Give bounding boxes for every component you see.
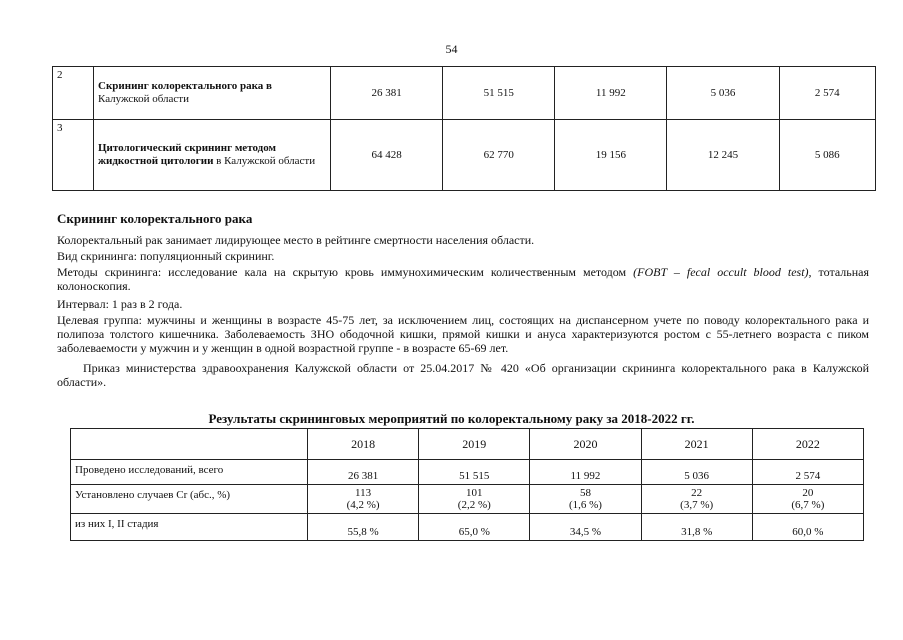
cell-value: 34,5 %: [530, 514, 641, 541]
header-empty-cell: [71, 429, 308, 460]
table-header-row: [71, 429, 864, 460]
row-label: из них I, II стадия: [71, 514, 308, 541]
year-header: 2019: [419, 429, 530, 460]
cell-value: 60,0 %: [752, 514, 863, 541]
table-row: [53, 120, 876, 191]
cell-value: 19 156: [555, 120, 667, 191]
cell-value: 2 574: [752, 460, 863, 485]
cell-percent: (1,6 %): [568, 499, 602, 511]
cell-abs: 20: [802, 487, 814, 499]
row-name-rest: Калужской области: [98, 93, 189, 105]
paragraph-screening-type: Вид скрининга: популяционный скрининг.: [57, 249, 275, 263]
paragraph-target-group: Целевая группа: мужчины и женщины в возрасте 45-75 лет, за исключением лиц, состоящих на диспансерном учете по поводу колоректального рака и полипоза толстого кишечника. Заболеваемость ЗНО ободочной кишки, прямой кишки и ануса характеризуются ростом с 55-летнего возраста с пиком заболеваемости у мужчин и у женщин в одной возрастной группе - в возрасте 65-69 лет.: [57, 313, 869, 355]
row-number: 2: [53, 67, 94, 120]
methods-text: Методы скрининга: исследование кала на скрытую кровь иммунохимическим количественным методом: [57, 265, 634, 279]
cell-percent: (3,7 %): [680, 499, 714, 511]
cell-abs: 101: [466, 487, 483, 499]
cell-value: 2 574: [779, 67, 875, 120]
row-name: [94, 120, 331, 191]
cell-value: 11 992: [555, 67, 667, 120]
cell-value: 5 086: [779, 120, 875, 191]
row-number: 3: [53, 120, 94, 191]
cell-percent: (4,2 %): [346, 499, 380, 511]
cell-value: [752, 485, 863, 514]
year-header: 2022: [752, 429, 863, 460]
cell-percent: (6,7 %): [791, 499, 825, 511]
row-label: Проведено исследований, всего: [71, 460, 308, 485]
cell-value: [419, 485, 530, 514]
cell-value: [530, 485, 641, 514]
cell-value: [641, 485, 752, 514]
cell-abs: 113: [355, 487, 372, 499]
paragraph-intro: Колоректальный рак занимает лидирующее место в рейтинге смертности населения области.: [57, 233, 535, 247]
year-header: 2021: [641, 429, 752, 460]
page-number: 54: [445, 42, 458, 56]
table-row: [71, 514, 864, 541]
row-name-bold: Скрининг колоректального рака в: [98, 80, 272, 92]
row-name-bold: Цитологический скрининг методом жидкостной цитологии: [98, 142, 276, 167]
cell-value: 62 770: [443, 120, 555, 191]
cell-value: 55,8 %: [308, 514, 419, 541]
cell-abs: 58: [579, 487, 591, 499]
cell-value: 5 036: [641, 460, 752, 485]
cell-value: 51 515: [443, 67, 555, 120]
row-label: Установлено случаев Cr (абс., %): [71, 485, 308, 514]
table-row: [71, 485, 864, 514]
methods-fobt: (FOBT – fecal occult blood test),: [633, 265, 812, 279]
cell-abs: 22: [691, 487, 703, 499]
results-table: [70, 428, 864, 541]
cell-value: 31,8 %: [641, 514, 752, 541]
cell-value: 64 428: [331, 120, 443, 191]
table-row: [53, 67, 876, 120]
cell-value: [308, 485, 419, 514]
year-header: 2020: [530, 429, 641, 460]
section-title: Скрининг колоректального рака: [57, 211, 253, 226]
paragraph-order: Приказ министерства здравоохранения Калужской области от 25.04.2017 № 420 «Об организации скрининга колоректального рака в Калужской области».: [57, 361, 869, 389]
row-name: [94, 67, 331, 120]
cell-value: 26 381: [331, 67, 443, 120]
results-table-title: Результаты скрининговых мероприятий по колоректальному раку за 2018-2022 гг.: [208, 411, 695, 426]
paragraph-interval: Интервал: 1 раз в 2 года.: [57, 297, 183, 311]
cell-value: 12 245: [667, 120, 779, 191]
screening-volume-table: [52, 66, 876, 191]
cell-value: 5 036: [667, 67, 779, 120]
paragraph-methods: [57, 265, 869, 293]
year-header: 2018: [308, 429, 419, 460]
cell-percent: (2,2 %): [457, 499, 491, 511]
cell-value: 26 381: [308, 460, 419, 485]
methods-colonoscopy: тотальная колоноскопия.: [57, 265, 870, 293]
table-row: [71, 460, 864, 485]
cell-value: 11 992: [530, 460, 641, 485]
cell-value: 51 515: [419, 460, 530, 485]
cell-value: 65,0 %: [419, 514, 530, 541]
row-name-rest: в Калужской области: [213, 155, 316, 167]
